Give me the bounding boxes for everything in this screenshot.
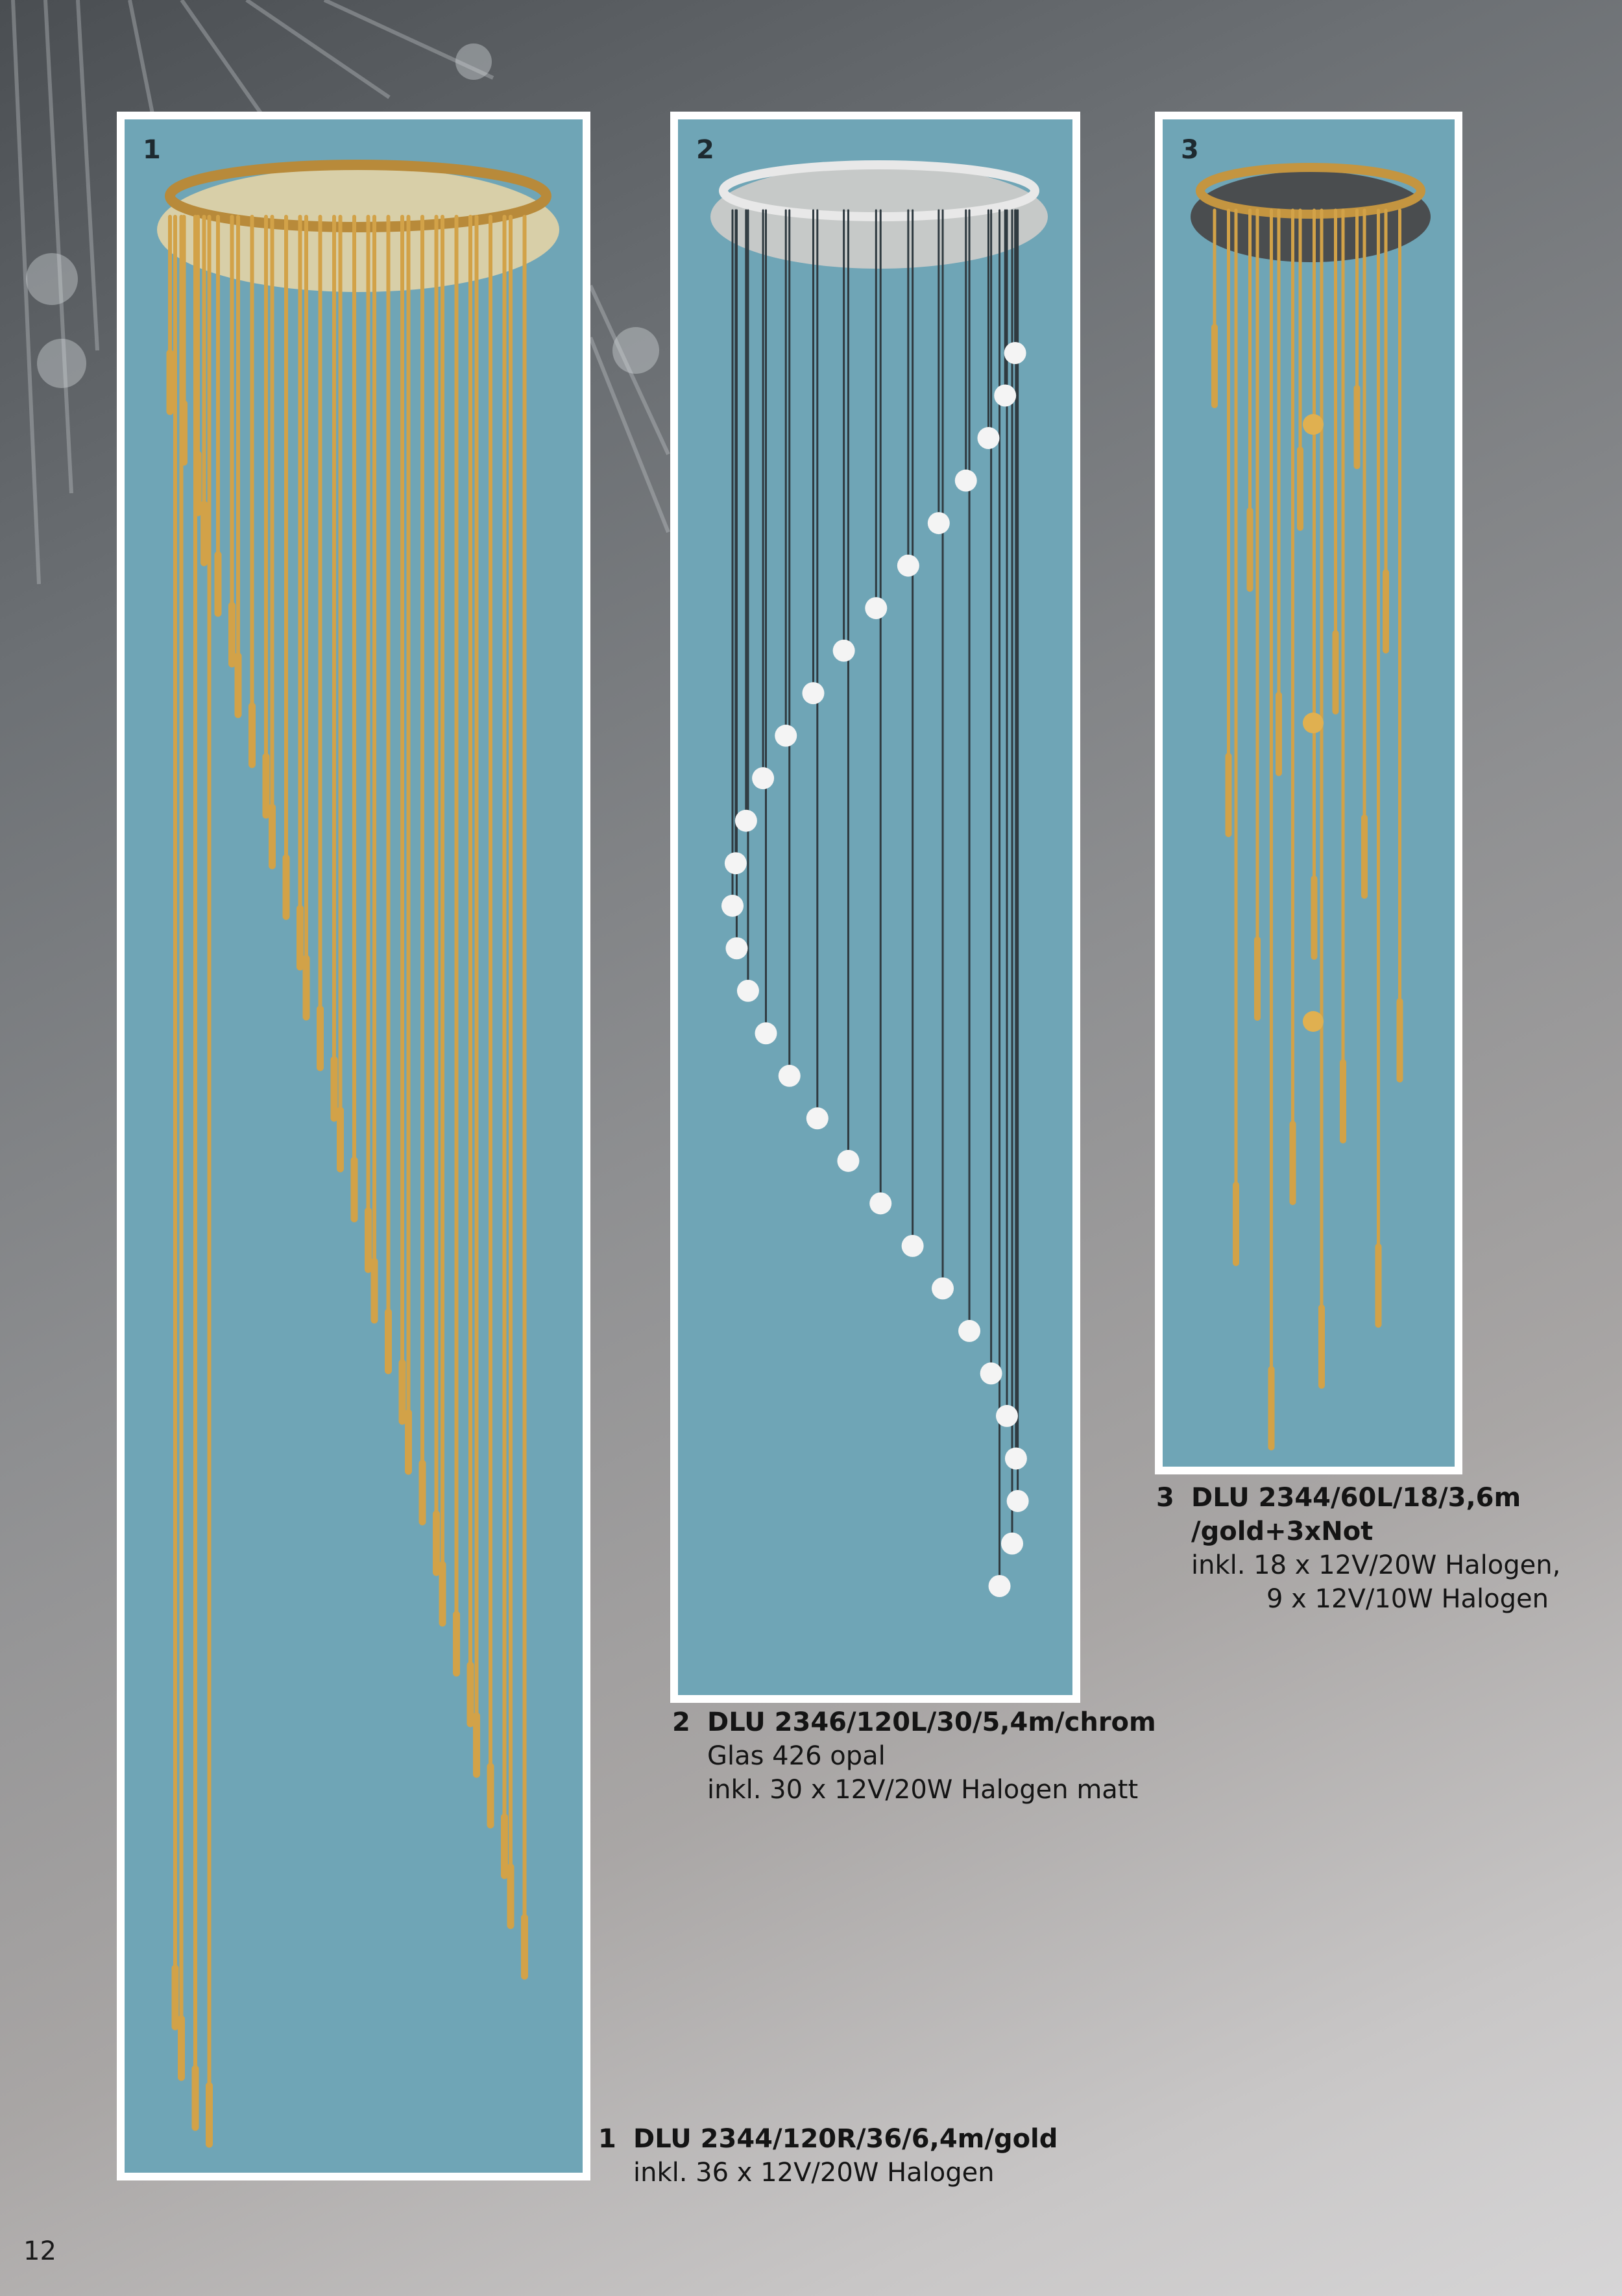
product-2-number: 2	[672, 1707, 690, 1737]
product-3-image	[1155, 112, 1462, 1474]
product-2-number-label: 2	[696, 135, 714, 165]
product-3-spec-line-2: 9 x 12V/10W Halogen	[1266, 1584, 1549, 1614]
product-2-glass-line: Glas 426 opal	[707, 1741, 886, 1771]
product-1-spec-line: inkl. 36 x 12V/20W Halogen	[633, 2158, 995, 2188]
chandelier-2-illustration	[678, 119, 1072, 1695]
globe-2-20	[837, 1150, 859, 1172]
product-1-number-label: 1	[143, 135, 161, 165]
emergency-light-1	[1303, 414, 1324, 435]
emergency-light-3	[1303, 1011, 1324, 1032]
globe-2-24	[958, 1320, 980, 1342]
chandelier-1-illustration	[125, 119, 583, 2173]
product-1-image	[117, 112, 590, 2180]
globe-2-18	[779, 1065, 801, 1087]
globe-2-15	[725, 937, 747, 959]
emergency-light-2	[1303, 713, 1324, 733]
product-1-number: 1	[598, 2124, 616, 2154]
product-2-spec-line: inkl. 30 x 12V/20W Halogen matt	[707, 1775, 1139, 1805]
globe-2-10	[775, 725, 797, 747]
globe-2-7	[865, 597, 887, 619]
globe-2-16	[737, 980, 759, 1002]
page-number: 12	[23, 2236, 56, 2266]
product-3-number-label: 3	[1181, 135, 1199, 165]
globe-2-8	[833, 640, 855, 662]
globe-2-2	[994, 385, 1016, 407]
globe-2-28	[1007, 1490, 1029, 1512]
globe-2-26	[996, 1405, 1018, 1427]
globe-2-21	[869, 1192, 891, 1214]
globe-2-19	[806, 1107, 829, 1129]
globe-2-12	[735, 810, 757, 832]
product-3-title: DLU 2344/60L/18/3,6m	[1191, 1483, 1521, 1513]
globe-2-29	[1001, 1532, 1023, 1554]
globe-2-9	[802, 682, 824, 704]
globe-2-1	[1004, 342, 1026, 364]
product-2-title: DLU 2346/120L/30/5,4m/chrom	[707, 1707, 1156, 1737]
product-2-image	[670, 112, 1080, 1703]
product-2-caption	[672, 1705, 1156, 1807]
globe-2-27	[1005, 1447, 1027, 1469]
globe-2-25	[980, 1362, 1002, 1384]
globe-2-30	[989, 1575, 1011, 1597]
globe-2-11	[752, 767, 774, 789]
product-3-spec-line-1: inkl. 18 x 12V/20W Halogen,	[1191, 1550, 1561, 1580]
product-1-title: DLU 2344/120R/36/6,4m/gold	[633, 2124, 1058, 2154]
globe-2-13	[725, 852, 747, 874]
globe-2-17	[755, 1022, 777, 1044]
globe-2-14	[721, 895, 744, 917]
globe-2-22	[902, 1235, 924, 1257]
globe-2-23	[932, 1277, 954, 1299]
globe-2-5	[928, 512, 950, 534]
globe-2-4	[955, 470, 977, 492]
product-1-caption	[598, 2122, 1058, 2190]
globe-2-3	[977, 427, 999, 449]
chandelier-3-illustration	[1163, 119, 1455, 1467]
product-3-title-line2: /gold+3xNot	[1191, 1517, 1374, 1546]
globe-2-6	[897, 555, 919, 577]
product-3-number: 3	[1156, 1483, 1174, 1513]
product-3-caption	[1156, 1481, 1560, 1616]
